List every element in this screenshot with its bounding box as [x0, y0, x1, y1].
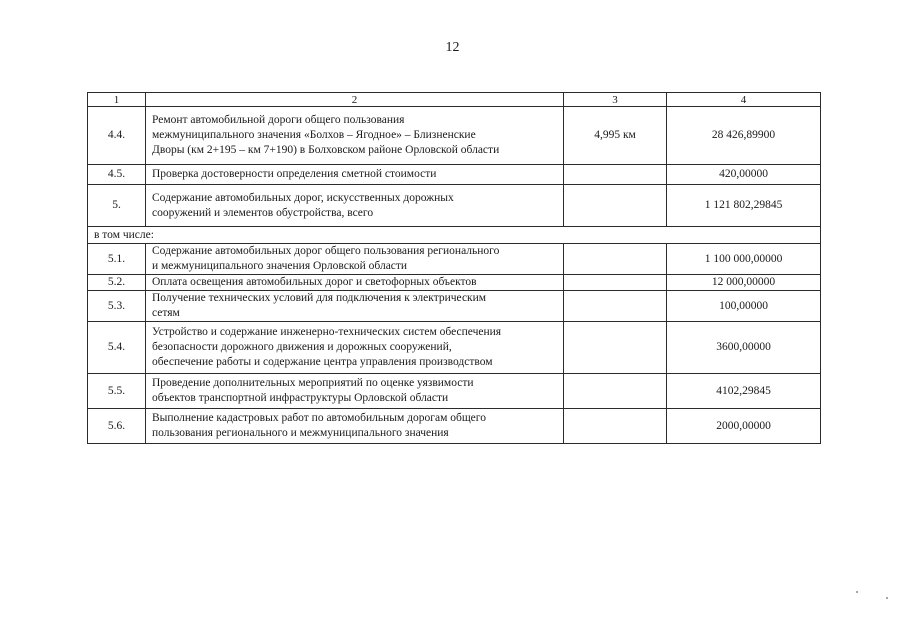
item-length	[564, 409, 667, 444]
item-description-line: Устройство и содержание инженерно-технических систем обеспечения	[152, 326, 502, 338]
item-amount: 12 000,00000	[667, 275, 821, 291]
section-label-row	[88, 227, 821, 244]
item-number: 5.5.	[88, 374, 146, 409]
item-description-line: Выполнение кадастровых работ по автомобильным дорогам общего	[152, 412, 486, 424]
item-description-line: Проверка достоверности определения сметной стоимости	[152, 168, 437, 180]
page-number: 12	[445, 40, 460, 55]
item-amount: 1 121 802,29845	[667, 185, 821, 227]
item-description	[146, 107, 564, 165]
table-row	[88, 291, 821, 322]
header-cell-2: 2	[146, 93, 564, 107]
item-number: 5.1.	[88, 244, 146, 275]
scan-artifact	[886, 597, 888, 599]
item-description-line: пользования регионального и межмуниципального значения	[152, 427, 449, 439]
item-description-line: Проведение дополнительных мероприятий по оценке уязвимости	[152, 377, 474, 389]
item-description-line: Содержание автомобильных дорог общего пользования регионального	[152, 245, 500, 257]
item-number: 5.	[88, 185, 146, 227]
item-number: 5.6.	[88, 409, 146, 444]
item-number: 4.4.	[88, 107, 146, 165]
item-description	[146, 291, 564, 322]
item-length	[564, 165, 667, 185]
item-length	[564, 291, 667, 322]
item-number: 5.3.	[88, 291, 146, 322]
table-row	[88, 185, 821, 227]
table-row	[88, 165, 821, 185]
section-label: в том числе:	[88, 227, 821, 244]
item-description-line: Получение технических условий для подключения к электрическим	[152, 292, 487, 304]
item-description-line: сетям	[152, 307, 180, 319]
item-length	[564, 374, 667, 409]
item-amount: 2000,00000	[667, 409, 821, 444]
table-row	[88, 322, 821, 374]
item-number: 4.5.	[88, 165, 146, 185]
scan-artifact	[856, 591, 858, 593]
item-description-line: Ремонт автомобильной дороги общего пользования	[152, 114, 405, 126]
table-row	[88, 107, 821, 165]
item-number: 5.4.	[88, 322, 146, 374]
item-description-line: и межмуниципального значения Орловской области	[152, 260, 408, 272]
item-amount: 1 100 000,00000	[667, 244, 821, 275]
item-amount: 28 426,89900	[667, 107, 821, 165]
item-length: 4,995 км	[564, 107, 667, 165]
item-description-line: безопасности дорожного движения и дорожных сооружений,	[152, 341, 452, 353]
item-description	[146, 322, 564, 374]
item-amount: 4102,29845	[667, 374, 821, 409]
item-length	[564, 185, 667, 227]
item-description	[146, 244, 564, 275]
item-description-line: сооружений и элементов обустройства, всего	[152, 206, 374, 219]
table-row	[88, 374, 821, 409]
item-length	[564, 244, 667, 275]
item-description	[146, 409, 564, 444]
item-description	[146, 165, 564, 185]
item-description-line: объектов транспортной инфраструктуры Орловской области	[152, 392, 449, 404]
item-description	[146, 275, 564, 291]
table-header-row	[88, 93, 821, 107]
header-cell-1: 1	[88, 93, 146, 107]
item-description	[146, 374, 564, 409]
item-description	[146, 185, 564, 227]
item-amount: 100,00000	[667, 291, 821, 322]
header-cell-4: 4	[667, 93, 821, 107]
table-row	[88, 275, 821, 291]
item-description-line: Содержание автомобильных дорог, искусственных дорожных	[152, 191, 454, 204]
item-description-line: межмуниципального значения «Болхов – Ягодное» – Близненские	[152, 129, 476, 141]
table-row	[88, 244, 821, 275]
item-length	[564, 275, 667, 291]
budget-table	[87, 92, 821, 444]
table-row	[88, 409, 821, 444]
item-description-line: Оплата освещения автомобильных дорог и светофорных объектов	[152, 276, 477, 288]
item-description-line: Дворы (км 2+195 – км 7+190) в Болховском районе Орловской области	[152, 144, 500, 156]
item-amount: 3600,00000	[667, 322, 821, 374]
item-length	[564, 322, 667, 374]
header-cell-3: 3	[564, 93, 667, 107]
item-amount: 420,00000	[667, 165, 821, 185]
item-number: 5.2.	[88, 275, 146, 291]
item-description-line: обеспечение работы и содержание центра управления производством	[152, 356, 493, 368]
